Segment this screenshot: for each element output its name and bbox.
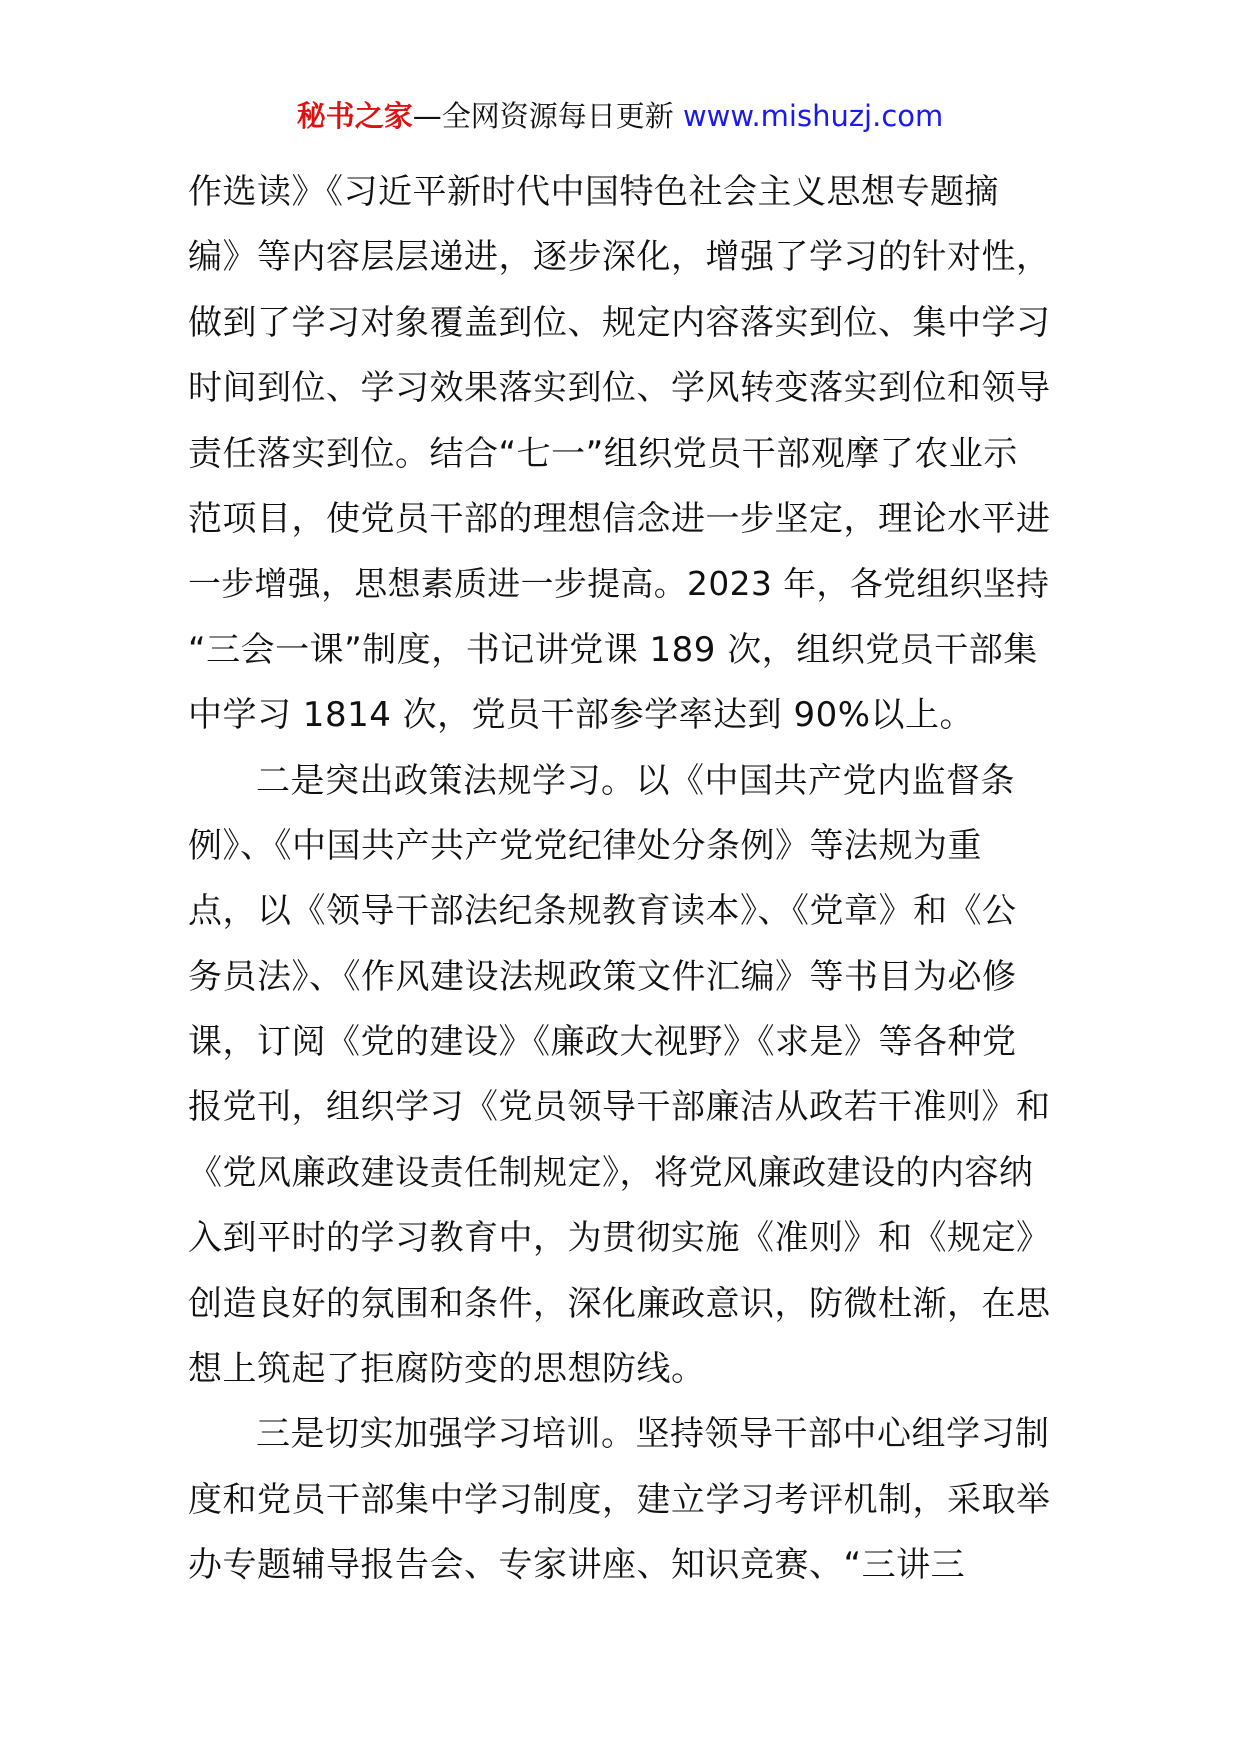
text-line: 《党风廉政建设责任制规定》，将党风廉政建设的内容纳 [188, 1152, 1034, 1193]
paragraph-first-line: 二是突出政策法规学习。以《中国共产党内监督条 [256, 760, 1015, 801]
text-line: 务员法》、《作风建设法规政策文件汇编》等书目为必修 [188, 956, 1017, 997]
text-line: 一步增强，思想素质进一步提高。2023 年，各党组织坚持 [188, 565, 1050, 604]
site-url-link[interactable]: www.mishuzj.com [682, 99, 944, 133]
text-line: 中学习 1814 次，党员干部参学率达到 90%以上。 [188, 695, 975, 736]
text-line: 范项目，使党员干部的理想信念进一步坚定，理论水平进 [188, 498, 1051, 539]
text-line: 编》等内容层层递进，逐步深化，增强了学习的针对性， [188, 237, 1051, 278]
text-line: 办专题辅导报告会、专家讲座、知识竞赛、“三讲三 [188, 1545, 966, 1586]
text-line: 报党刊，组织学习《党员领导干部廉洁从政若干准则》和 [188, 1087, 1051, 1128]
text-line: 做到了学习对象覆盖到位、规定内容落实到位、集中学习 [188, 302, 1051, 343]
paragraph-first-line: 三是切实加强学习培训。坚持领导干部中心组学习制 [256, 1414, 1050, 1455]
text-line: 创造良好的氛围和条件，深化廉政意识，防微杜渐，在思 [188, 1283, 1051, 1324]
text-line: “三会一课”制度，书记讲党课 189 次，组织党员干部集 [188, 629, 1038, 670]
text-line: 作选读》《习近平新时代中国特色社会主义思想专题摘 [188, 172, 999, 212]
text-line: 度和党员干部集中学习制度，建立学习考评机制，采取举 [188, 1479, 1051, 1520]
header-tagline: —全网资源每日更新 [412, 99, 674, 133]
text-line: 例》、《中国共产共产党党纪律处分条例》等法规为重 [188, 825, 982, 866]
page-header [0, 96, 1240, 136]
brand-name: 秘书之家 [296, 99, 413, 133]
text-line: 想上筑起了拒腐防变的思想防线。 [188, 1349, 706, 1390]
text-line: 责任落实到位。结合“七一”组织党员干部观摩了农业示 [188, 433, 1018, 474]
text-line: 点，以《领导干部法纪条规教育读本》、《党章》和《公 [188, 891, 1017, 932]
text-line: 入到平时的学习教育中，为贯彻实施《准则》和《规定》 [188, 1218, 1051, 1259]
text-line: 时间到位、学习效果落实到位、学风转变落实到位和领导 [188, 368, 1051, 409]
document-body [188, 160, 1058, 1599]
text-line: 课，订阅《党的建设》《廉政大视野》《求是》等各种党 [188, 1022, 1017, 1063]
